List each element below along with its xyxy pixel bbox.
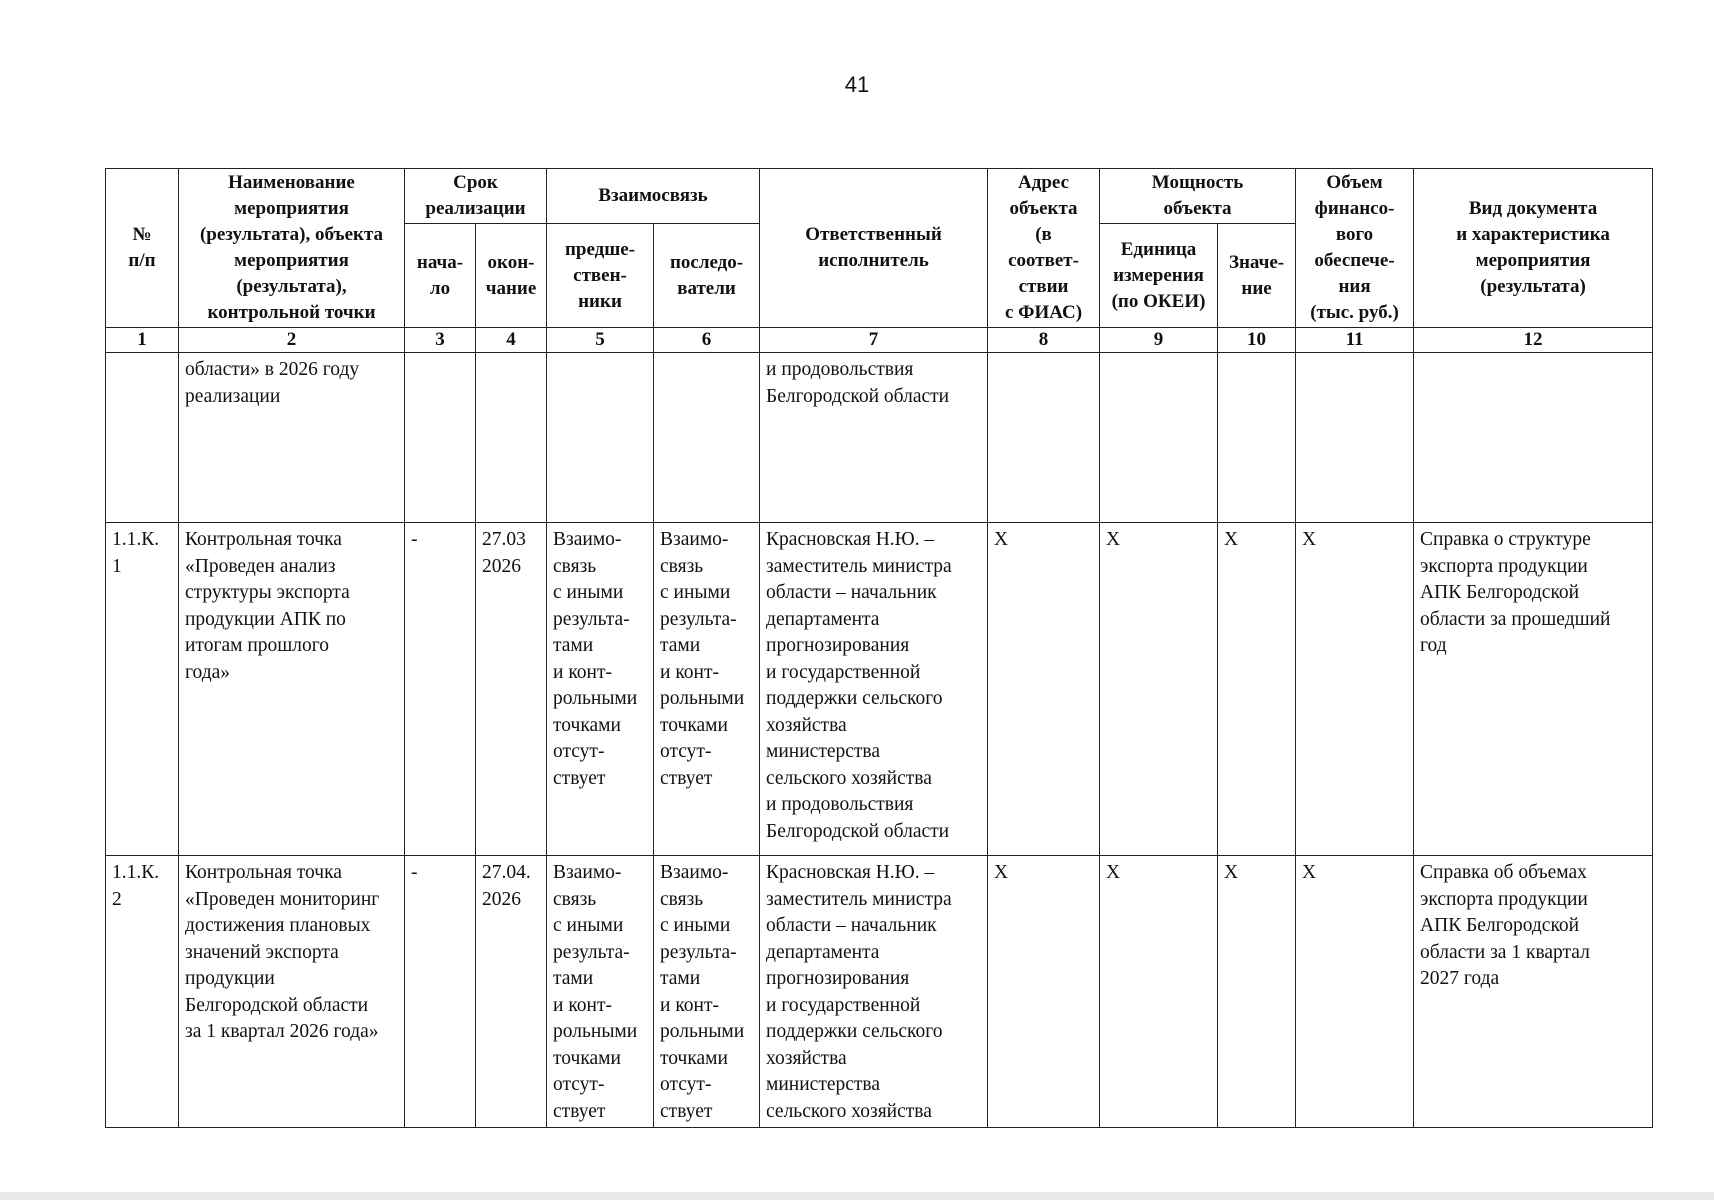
cell-doc-type: Справка об объемах экспорта продукции АПК Белгородской области за 1 квартал 2027 года xyxy=(1414,856,1653,1128)
column-number: 10 xyxy=(1218,328,1296,353)
cell-num: 1.1.К. 2 xyxy=(106,856,179,1128)
header-successors: последо- ватели xyxy=(654,224,760,328)
cell-finance: X xyxy=(1296,523,1414,856)
header-responsible: Ответственный исполнитель xyxy=(760,169,988,328)
cell-unit xyxy=(1100,353,1218,523)
column-number: 7 xyxy=(760,328,988,353)
cell-name: Контрольная точка «Проведен анализ структуры экспорта продукции АПК по итогам прошлого года» xyxy=(179,523,405,856)
header-finance: Объем финансо- вого обеспече- ния (тыс. руб.) xyxy=(1296,169,1414,328)
cell-start: - xyxy=(405,523,476,856)
cell-predecessors: Взаимо- связь с иными результа- тами и конт- рольными точками отсут- ствует xyxy=(547,523,654,856)
cell-finance xyxy=(1296,353,1414,523)
cell-doc-type xyxy=(1414,353,1653,523)
cell-name: Контрольная точка «Проведен мониторинг достижения плановых значений экспорта продукции Белгородской области за 1 квартал 2026 года» xyxy=(179,856,405,1128)
header-name: Наименование мероприятия (результата), объекта мероприятия (результата), контрольной точки xyxy=(179,169,405,328)
cell-unit: X xyxy=(1100,523,1218,856)
cell-unit: X xyxy=(1100,856,1218,1128)
column-number: 9 xyxy=(1100,328,1218,353)
header-num: № п/п xyxy=(106,169,179,328)
header-row-1 xyxy=(106,169,1653,224)
header-address: Адрес объекта (в соответ- ствии с ФИАС) xyxy=(988,169,1100,328)
cell-predecessors xyxy=(547,353,654,523)
cell-address: X xyxy=(988,523,1100,856)
cell-value: X xyxy=(1218,856,1296,1128)
header-relation: Взаимосвязь xyxy=(547,169,760,224)
cell-responsible: и продовольствия Белгородской области xyxy=(760,353,988,523)
column-number: 11 xyxy=(1296,328,1414,353)
page-number: 41 xyxy=(844,72,870,97)
table-row xyxy=(106,523,1653,856)
column-number-row xyxy=(106,328,1653,353)
cell-responsible: Красновская Н.Ю. – заместитель министра области – начальник департамента прогнозирования и государственной поддержки сельского хозяйства министерства сельского хозяйства и продовольствия Белгородской области xyxy=(760,523,988,856)
cell-successors: Взаимо- связь с иными результа- тами и конт- рольными точками отсут- ствует xyxy=(654,523,760,856)
cell-value xyxy=(1218,353,1296,523)
table-row xyxy=(106,353,1653,523)
page-bottom-edge xyxy=(0,1192,1714,1200)
column-number: 3 xyxy=(405,328,476,353)
cell-successors: Взаимо- связь с иными результа- тами и конт- рольными точками отсут- ствует xyxy=(654,856,760,1128)
column-number: 6 xyxy=(654,328,760,353)
column-number: 5 xyxy=(547,328,654,353)
column-number: 12 xyxy=(1414,328,1653,353)
header-term: Срок реализации xyxy=(405,169,547,224)
cell-responsible: Красновская Н.Ю. – заместитель министра области – начальник департамента прогнозирования и государственной поддержки сельского хозяйства министерства сельского хозяйства xyxy=(760,856,988,1128)
header-capacity: Мощность объекта xyxy=(1100,169,1296,224)
cell-finance: X xyxy=(1296,856,1414,1128)
header-unit: Единица измерения (по ОКЕИ) xyxy=(1100,224,1218,328)
cell-successors xyxy=(654,353,760,523)
header-doc-type: Вид документа и характеристика мероприятия (результата) xyxy=(1414,169,1653,328)
cell-start: - xyxy=(405,856,476,1128)
events-table xyxy=(105,168,1653,1128)
header-value: Значе- ние xyxy=(1218,224,1296,328)
header-predecessors: предше- ствен- ники xyxy=(547,224,654,328)
cell-end: 27.04. 2026 xyxy=(476,856,547,1128)
cell-end xyxy=(476,353,547,523)
header-term-start: нача- ло xyxy=(405,224,476,328)
column-number: 1 xyxy=(106,328,179,353)
cell-predecessors: Взаимо- связь с иными результа- тами и конт- рольными точками отсут- ствует xyxy=(547,856,654,1128)
column-number: 4 xyxy=(476,328,547,353)
cell-num: 1.1.К. 1 xyxy=(106,523,179,856)
cell-address: X xyxy=(988,856,1100,1128)
table-row xyxy=(106,856,1653,1128)
cell-start xyxy=(405,353,476,523)
column-number: 8 xyxy=(988,328,1100,353)
cell-name: области» в 2026 году реализации xyxy=(179,353,405,523)
cell-address xyxy=(988,353,1100,523)
cell-num xyxy=(106,353,179,523)
cell-end: 27.03 2026 xyxy=(476,523,547,856)
header-term-end: окон- чание xyxy=(476,224,547,328)
column-number: 2 xyxy=(179,328,405,353)
cell-value: X xyxy=(1218,523,1296,856)
cell-doc-type: Справка о структуре экспорта продукции АПК Белгородской области за прошедший год xyxy=(1414,523,1653,856)
